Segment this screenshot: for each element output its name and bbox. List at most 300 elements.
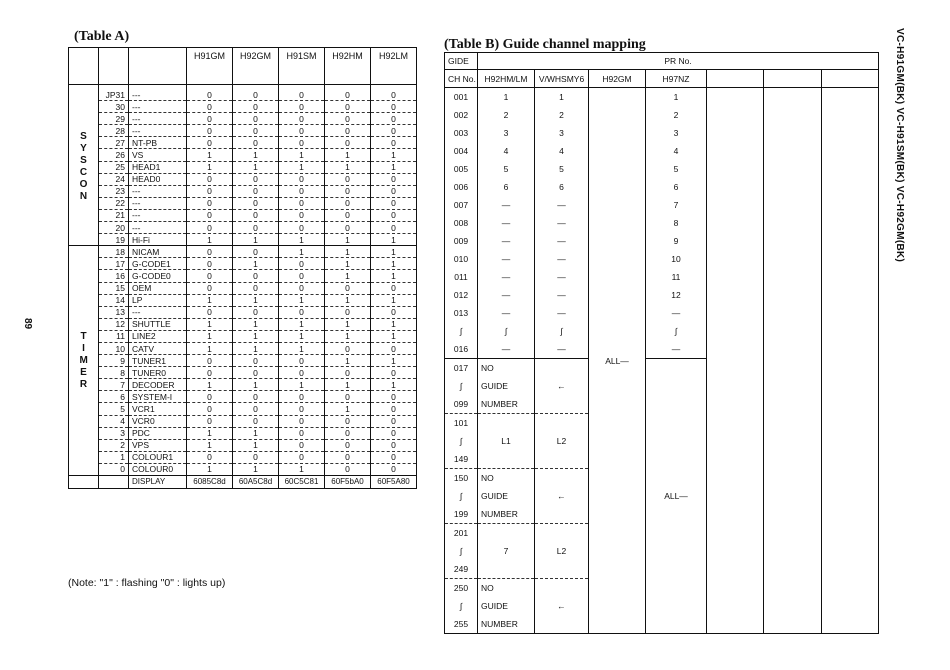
- pr-value: —: [478, 286, 535, 304]
- function-name: ---: [129, 89, 187, 101]
- bit-value: 0: [279, 185, 325, 197]
- table-a-title: (Table A): [74, 29, 130, 44]
- bit-value: 1: [371, 355, 417, 367]
- pr-value: 2: [478, 106, 535, 124]
- guide-mapping-cell: ←: [535, 469, 589, 524]
- guide-text: NUMBER: [481, 509, 518, 519]
- pr-value: —: [646, 340, 707, 359]
- bit-value: 1: [279, 330, 325, 342]
- table-row: [69, 391, 417, 403]
- bit-value: 1: [233, 234, 279, 246]
- pr-value: —: [478, 250, 535, 268]
- table-row: [69, 173, 417, 185]
- bit-value: 0: [279, 391, 325, 403]
- bit-value: 0: [325, 101, 371, 113]
- function-name: G-CODE0: [129, 270, 187, 282]
- bit-value: 0: [233, 270, 279, 282]
- blank-column: [764, 88, 822, 634]
- bit-value: 0: [371, 342, 417, 354]
- bit-value: 1: [371, 246, 417, 258]
- bit-value: 1: [371, 234, 417, 246]
- jumper-number: JP31: [99, 89, 129, 101]
- table-b: [444, 52, 879, 634]
- model-column-header: V/WHSMY6: [535, 70, 589, 88]
- guide-text: NO: [481, 473, 494, 483]
- pr-value: 12: [646, 286, 707, 304]
- bit-value: 0: [371, 415, 417, 427]
- bit-value: 1: [233, 342, 279, 354]
- model-column-header: H91GM: [187, 48, 233, 85]
- group-label-text: SYSCON: [79, 131, 88, 203]
- function-name: HEAD1: [129, 161, 187, 173]
- bit-value: 0: [187, 451, 233, 463]
- table-row: [69, 306, 417, 318]
- bit-value: 0: [325, 197, 371, 209]
- model-column-header: H92GM: [589, 70, 646, 88]
- channel-number: ∫: [445, 542, 478, 560]
- bit-value: 0: [371, 439, 417, 451]
- pr-value: 8: [646, 214, 707, 232]
- bit-value: 0: [325, 89, 371, 101]
- bit-value: 0: [233, 89, 279, 101]
- bit-value: 1: [371, 379, 417, 391]
- bit-value: 0: [187, 185, 233, 197]
- pr-value: 1: [535, 88, 589, 107]
- header-cell-blank: [69, 48, 99, 85]
- bit-value: 1: [325, 246, 371, 258]
- jumper-number: 28: [99, 125, 129, 137]
- bit-value: 0: [325, 137, 371, 149]
- table-row: [69, 137, 417, 149]
- bit-value: 0: [371, 367, 417, 379]
- channel-number: 010: [445, 250, 478, 268]
- bit-value: 1: [233, 149, 279, 161]
- function-name: HEAD0: [129, 173, 187, 185]
- jumper-number: 3: [99, 427, 129, 439]
- channel-number: 003: [445, 124, 478, 142]
- bit-value: 0: [279, 197, 325, 209]
- table-row: [69, 185, 417, 197]
- bit-value: 0: [325, 113, 371, 125]
- channel-number: 007: [445, 196, 478, 214]
- model-column-header: H91SM: [279, 48, 325, 85]
- channel-number: ∫: [445, 597, 478, 615]
- bit-value: 1: [187, 342, 233, 354]
- pr-value: 3: [478, 124, 535, 142]
- jumper-number: 4: [99, 415, 129, 427]
- bit-value: 0: [325, 282, 371, 294]
- bit-value: 1: [371, 270, 417, 282]
- function-name: VS: [129, 149, 187, 161]
- bit-value: 1: [325, 161, 371, 173]
- h97nz-all-cell: ALL—: [646, 359, 707, 634]
- group-label-text: TIMER: [79, 330, 88, 390]
- table-a-header: [69, 48, 417, 85]
- bit-value: 1: [371, 161, 417, 173]
- bit-value: 0: [233, 391, 279, 403]
- table-row: [69, 415, 417, 427]
- pr-value: —: [535, 214, 589, 232]
- bit-value: 0: [187, 270, 233, 282]
- bit-value: 1: [187, 439, 233, 451]
- display-code: 60F5A80: [371, 476, 417, 489]
- bit-value: 1: [279, 318, 325, 330]
- jumper-number: 26: [99, 149, 129, 161]
- pr-value: 5: [646, 160, 707, 178]
- bit-value: 0: [233, 403, 279, 415]
- jumper-number: 0: [99, 463, 129, 475]
- pr-value: —: [478, 268, 535, 286]
- h92gm-all-cell: ALL—: [589, 88, 646, 634]
- model-column-header: H92HM: [325, 48, 371, 85]
- bit-value: 0: [187, 258, 233, 270]
- model-column-header: H92GM: [233, 48, 279, 85]
- table-row: [69, 330, 417, 342]
- bit-value: 0: [187, 306, 233, 318]
- guide-text: [481, 524, 534, 542]
- page-number: 89: [22, 317, 34, 330]
- guide-text: GUIDE: [481, 601, 508, 611]
- guide-text: [481, 560, 534, 578]
- bit-value: 0: [371, 451, 417, 463]
- bit-value: 0: [233, 113, 279, 125]
- function-name: TUNER1: [129, 355, 187, 367]
- jumper-number: 30: [99, 101, 129, 113]
- bit-value: 0: [187, 89, 233, 101]
- table-row: [69, 294, 417, 306]
- function-name: ---: [129, 125, 187, 137]
- jumper-number: 5: [99, 403, 129, 415]
- bit-value: 1: [187, 330, 233, 342]
- display-code: 6085C8d: [187, 476, 233, 489]
- bit-value: 0: [279, 415, 325, 427]
- channel-number: ∫: [445, 322, 478, 340]
- pr-value: 5: [535, 160, 589, 178]
- guide-text: GUIDE: [481, 381, 508, 391]
- pr-value: 6: [478, 178, 535, 196]
- table-row: [69, 222, 417, 234]
- bit-value: 0: [233, 125, 279, 137]
- table-row: [69, 427, 417, 439]
- jumper-number: 24: [99, 173, 129, 185]
- bit-value: 0: [371, 101, 417, 113]
- table-row: [69, 379, 417, 391]
- bit-value: 0: [279, 173, 325, 185]
- pr-value: 2: [535, 106, 589, 124]
- bit-value: 1: [279, 379, 325, 391]
- header-cell-blank: [129, 48, 187, 85]
- function-name: SHUTTLE: [129, 318, 187, 330]
- bit-value: 0: [187, 282, 233, 294]
- table-row: [69, 451, 417, 463]
- bit-value: 0: [233, 173, 279, 185]
- bit-value: 0: [279, 222, 325, 234]
- table-row: [445, 88, 879, 107]
- jumper-number: 6: [99, 391, 129, 403]
- jumper-number: 23: [99, 185, 129, 197]
- bit-value: 0: [325, 439, 371, 451]
- channel-number: 150: [445, 469, 478, 488]
- bit-value: 1: [187, 463, 233, 475]
- function-name: COLOUR0: [129, 463, 187, 475]
- jumper-number: 11: [99, 330, 129, 342]
- pr-value: 7: [646, 196, 707, 214]
- bit-value: 0: [371, 391, 417, 403]
- guide-text: 7: [503, 546, 509, 556]
- function-name: ---: [129, 209, 187, 221]
- pr-value: 4: [535, 142, 589, 160]
- bit-value: 1: [325, 379, 371, 391]
- bit-value: 1: [187, 379, 233, 391]
- bit-value: 0: [325, 391, 371, 403]
- bit-value: 1: [325, 149, 371, 161]
- bit-value: 0: [279, 258, 325, 270]
- jumper-number: 1: [99, 451, 129, 463]
- table-row: [69, 89, 417, 101]
- jumper-number: 14: [99, 294, 129, 306]
- jumper-number: 8: [99, 367, 129, 379]
- bit-value: 0: [187, 125, 233, 137]
- bit-value: 0: [371, 125, 417, 137]
- pr-value: 5: [478, 160, 535, 178]
- bit-value: 0: [325, 173, 371, 185]
- bit-value: 1: [187, 161, 233, 173]
- channel-number: 005: [445, 160, 478, 178]
- blank-header: [707, 70, 764, 88]
- guide-mapping-cell: ←: [535, 359, 589, 414]
- bit-value: 1: [187, 149, 233, 161]
- channel-number: 099: [445, 395, 478, 414]
- jumper-number: 29: [99, 113, 129, 125]
- jumper-number: 9: [99, 355, 129, 367]
- bit-value: 1: [279, 234, 325, 246]
- function-name: ---: [129, 101, 187, 113]
- pr-value: —: [478, 340, 535, 359]
- bit-value: 0: [279, 403, 325, 415]
- display-code: 60A5C8d: [233, 476, 279, 489]
- bit-value: 0: [233, 282, 279, 294]
- bit-value: 0: [371, 185, 417, 197]
- guide-mapping-cell: L2: [535, 524, 589, 579]
- guide-text: L1: [501, 436, 511, 446]
- channel-number: 016: [445, 340, 478, 359]
- bit-value: 0: [187, 101, 233, 113]
- bit-value: 0: [187, 137, 233, 149]
- table-row: [69, 463, 417, 475]
- table-a: [68, 47, 417, 489]
- display-blank: [99, 476, 129, 489]
- legend-note: (Note: "1" : flashing "0" : lights up): [68, 577, 226, 589]
- bit-value: 1: [233, 161, 279, 173]
- jumper-number: 19: [99, 234, 129, 246]
- bit-value: 1: [325, 294, 371, 306]
- pr-value: 6: [646, 178, 707, 196]
- pr-value: 4: [646, 142, 707, 160]
- bit-value: 0: [371, 222, 417, 234]
- function-name: TUNER0: [129, 367, 187, 379]
- bit-value: 0: [233, 185, 279, 197]
- bit-value: 0: [325, 125, 371, 137]
- jumper-number: 2: [99, 439, 129, 451]
- bit-value: 1: [325, 270, 371, 282]
- table-row: [69, 149, 417, 161]
- function-name: DECODER: [129, 379, 187, 391]
- model-column-header: H97NZ: [646, 70, 707, 88]
- bit-value: 0: [371, 209, 417, 221]
- table-b-header-row-2: [445, 70, 879, 88]
- jumper-number: 22: [99, 197, 129, 209]
- function-name: COLOUR1: [129, 451, 187, 463]
- bit-value: 1: [371, 258, 417, 270]
- jumper-number: 12: [99, 318, 129, 330]
- table-row: [69, 367, 417, 379]
- bit-value: 1: [279, 246, 325, 258]
- table-row: [69, 355, 417, 367]
- blank-column: [707, 88, 764, 634]
- bit-value: 1: [233, 330, 279, 342]
- group-label: [69, 89, 99, 246]
- bit-value: 0: [325, 209, 371, 221]
- bit-value: 0: [279, 270, 325, 282]
- display-row: [69, 476, 417, 489]
- bit-value: 0: [371, 137, 417, 149]
- channel-number: 001: [445, 88, 478, 107]
- function-name: NICAM: [129, 246, 187, 258]
- bit-value: 0: [371, 403, 417, 415]
- bit-value: 0: [187, 209, 233, 221]
- bit-value: 0: [233, 137, 279, 149]
- bit-value: 0: [233, 197, 279, 209]
- bit-value: 0: [187, 403, 233, 415]
- pr-value: 3: [535, 124, 589, 142]
- pr-value: ∫: [535, 322, 589, 340]
- jumper-number: 21: [99, 209, 129, 221]
- table-row: [69, 101, 417, 113]
- function-name: PDC: [129, 427, 187, 439]
- pr-value: —: [535, 268, 589, 286]
- table-row: [69, 125, 417, 137]
- jumper-number: 10: [99, 342, 129, 354]
- table-row: [69, 439, 417, 451]
- channel-number: 255: [445, 615, 478, 634]
- bit-value: 0: [325, 222, 371, 234]
- pr-value: —: [535, 304, 589, 322]
- channel-number: 008: [445, 214, 478, 232]
- bit-value: 0: [325, 342, 371, 354]
- table-row: [69, 318, 417, 330]
- guide-cell: [478, 414, 535, 469]
- bit-value: 0: [371, 306, 417, 318]
- bit-value: 0: [187, 391, 233, 403]
- guide-mapping-cell: L2: [535, 414, 589, 469]
- pr-value: 11: [646, 268, 707, 286]
- channel-number: 013: [445, 304, 478, 322]
- table-row: [69, 258, 417, 270]
- channel-number: 201: [445, 524, 478, 543]
- bit-value: 0: [233, 415, 279, 427]
- jumper-number: 25: [99, 161, 129, 173]
- blank-header: [822, 70, 879, 88]
- jumper-number: 27: [99, 137, 129, 149]
- bit-value: 0: [371, 173, 417, 185]
- channel-number: 199: [445, 505, 478, 524]
- model-column-header: H92LM: [371, 48, 417, 85]
- bit-value: 1: [233, 427, 279, 439]
- bit-value: 1: [325, 258, 371, 270]
- bit-value: 1: [233, 463, 279, 475]
- bit-value: 0: [325, 451, 371, 463]
- guide-text: NO: [481, 363, 494, 373]
- guide-text: GUIDE: [481, 491, 508, 501]
- guide-cell: [478, 469, 535, 524]
- pr-value: ∫: [646, 322, 707, 340]
- bit-value: 0: [233, 222, 279, 234]
- pr-value: 1: [646, 88, 707, 107]
- bit-value: 0: [187, 367, 233, 379]
- table-row: [69, 270, 417, 282]
- channel-number: 002: [445, 106, 478, 124]
- function-name: Hi-Fi: [129, 234, 187, 246]
- bit-value: 0: [233, 355, 279, 367]
- header-cell-blank: [99, 48, 129, 85]
- bit-value: 0: [279, 113, 325, 125]
- bit-value: 1: [233, 258, 279, 270]
- channel-number: 149: [445, 450, 478, 469]
- channel-number: 250: [445, 579, 478, 598]
- bit-value: 0: [233, 306, 279, 318]
- table-row: [69, 113, 417, 125]
- blank-column: [822, 88, 879, 634]
- blank-header: [764, 70, 822, 88]
- pr-value: —: [646, 304, 707, 322]
- pr-value: —: [535, 196, 589, 214]
- bit-value: 0: [187, 173, 233, 185]
- table-row: [69, 403, 417, 415]
- table-row: [69, 197, 417, 209]
- table-row: [69, 234, 417, 246]
- bit-value: 0: [325, 306, 371, 318]
- pr-value: 9: [646, 232, 707, 250]
- bit-value: 0: [187, 246, 233, 258]
- bit-value: 1: [325, 318, 371, 330]
- pr-value: —: [478, 196, 535, 214]
- bit-value: 0: [371, 427, 417, 439]
- bit-value: 0: [279, 427, 325, 439]
- guide-text: [481, 450, 534, 468]
- channel-number: 017: [445, 359, 478, 378]
- bit-value: 1: [279, 149, 325, 161]
- display-code: 60C5C81: [279, 476, 325, 489]
- pr-value: 10: [646, 250, 707, 268]
- bit-value: 0: [279, 89, 325, 101]
- pr-value: 2: [646, 106, 707, 124]
- pr-value: —: [478, 304, 535, 322]
- guide-text: NUMBER: [481, 399, 518, 409]
- bit-value: 0: [371, 197, 417, 209]
- pr-value: —: [535, 250, 589, 268]
- jumper-number: 18: [99, 246, 129, 258]
- bit-value: 1: [233, 318, 279, 330]
- function-name: VPS: [129, 439, 187, 451]
- table-b-header-row-1: [445, 53, 879, 70]
- bit-value: 0: [187, 197, 233, 209]
- bit-value: 0: [325, 463, 371, 475]
- jumper-number: 20: [99, 222, 129, 234]
- bit-value: 1: [325, 234, 371, 246]
- bit-value: 0: [279, 439, 325, 451]
- pr-value: 1: [478, 88, 535, 107]
- table-row: [69, 246, 417, 258]
